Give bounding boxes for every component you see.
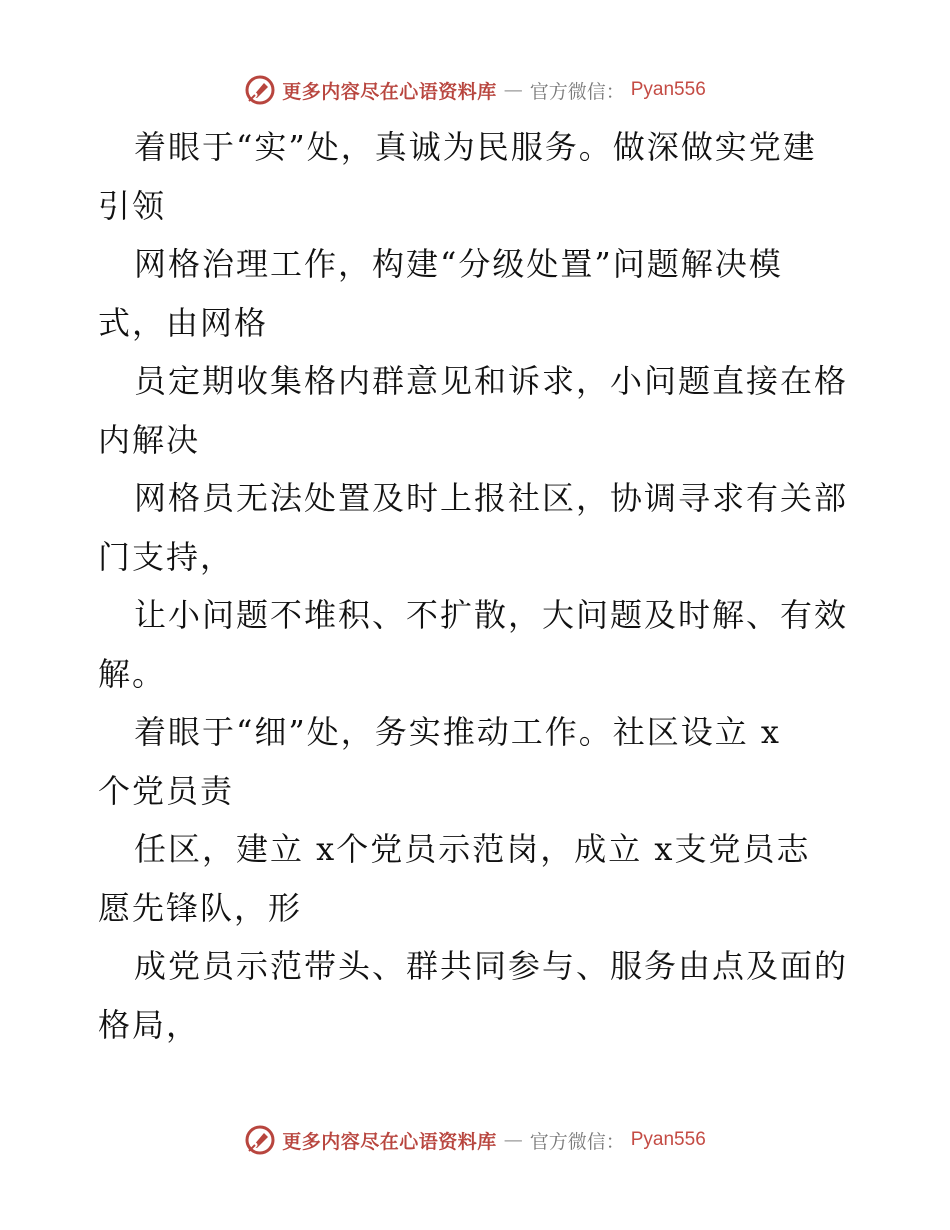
text-line: 任区，建立 x个党员示范岗，成立 x支党员志 (134, 830, 811, 868)
text-line: 门支持， (98, 537, 235, 576)
text-line: 格局， (98, 1005, 201, 1044)
text-line: 内解决 (98, 420, 201, 459)
text-line: 网格员无法处置及时上报社区，协调寻求有关部 (134, 479, 849, 517)
watermark-dash: — (503, 79, 523, 101)
text-line: 解。 (98, 654, 167, 693)
watermark-official-label: 官方微信： (529, 1130, 625, 1153)
text-line: 网格治理工作，构建“分级处置”问题解决模 (134, 245, 783, 283)
watermark-official-label: 官方微信： (529, 80, 625, 103)
watermark-brand: 更多内容尽在心语资料库 (282, 80, 497, 103)
text-line: 愿先锋队，形 (98, 888, 303, 927)
text-line: 着眼于“细”处，务实推动工作。社区设立 x (134, 713, 781, 751)
text-line: 员定期收集格内群意见和诉求，小问题直接在格 (134, 362, 849, 400)
text-line: 引领 (98, 186, 167, 225)
pen-nib-logo-icon (244, 1124, 276, 1156)
footer-watermark (0, 1120, 950, 1160)
pen-nib-logo-icon (244, 74, 276, 106)
text-line: 式，由网格 (98, 303, 269, 342)
watermark-dash: — (503, 1129, 523, 1151)
watermark-brand: 更多内容尽在心语资料库 (282, 1130, 497, 1153)
text-line: 着眼于“实”处，真诚为民服务。做深做实党建 (134, 128, 817, 166)
watermark-wechat-id: Pyan556 (630, 79, 706, 100)
document-body (98, 118, 858, 1054)
text-line: 成党员示范带头、群共同参与、服务由点及面的 (134, 947, 849, 985)
text-line: 个党员责 (98, 771, 235, 810)
watermark-wechat-id: Pyan556 (630, 1129, 706, 1150)
header-watermark (0, 70, 950, 110)
text-line: 让小问题不堆积、不扩散，大问题及时解、有效 (134, 596, 849, 634)
